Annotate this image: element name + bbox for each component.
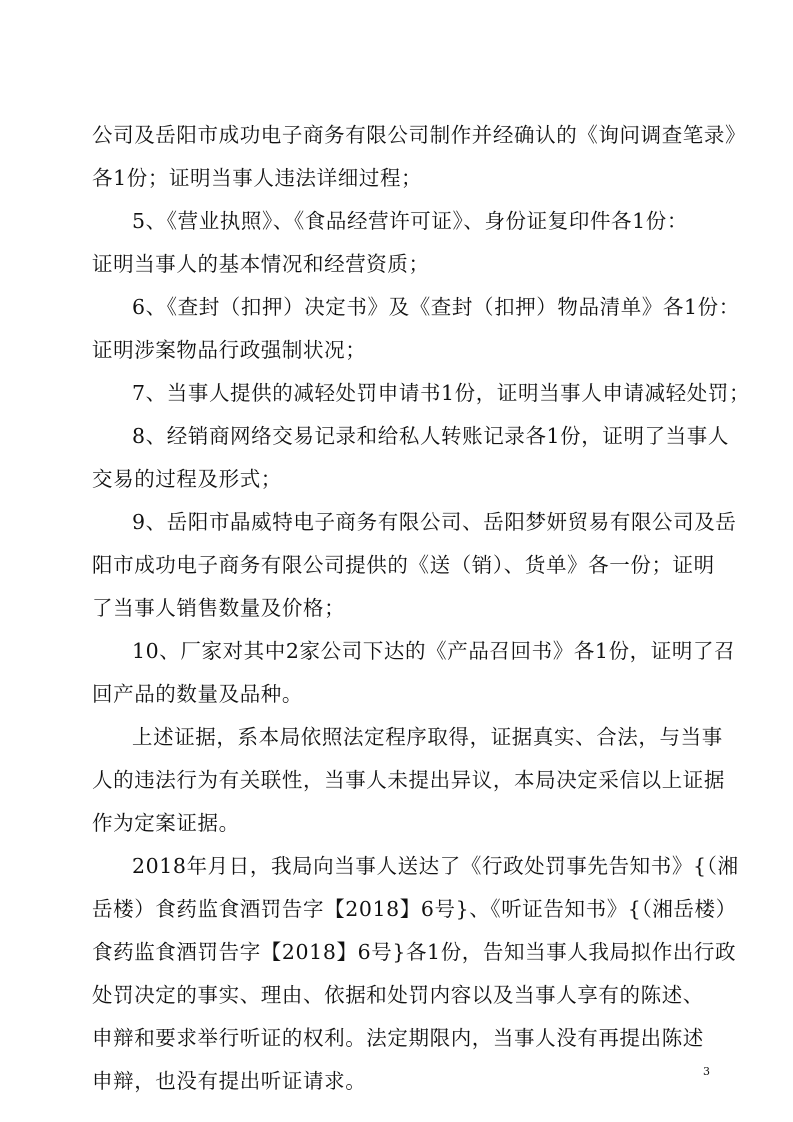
text-line: 申辩，也没有提出听证请求。 [92, 1069, 367, 1093]
text-line: 了当事人销售数量及价格； [92, 596, 346, 620]
text-line: 公司及岳阳市成功电子商务有限公司制作并经确认的《询问调查笔录》 [92, 123, 747, 147]
text-line: 5、《营业执照》、《食品经营许可证》、身份证复印件各1份： [132, 209, 688, 233]
text-line: 回产品的数量及品种。 [92, 682, 303, 706]
text-line: 6、《查封（扣押）决定书》及《查封（扣押）物品清单》各1份： [132, 295, 740, 319]
text-line: 各1份；证明当事人违法详细过程； [92, 166, 423, 190]
text-line: 证明当事人的基本情况和经营资质； [92, 252, 430, 276]
text-line: 处罚决定的事实、理由、依据和处罚内容以及当事人享有的陈述、 [92, 983, 704, 1007]
text-line: 9、岳阳市晶威特电子商务有限公司、岳阳梦妍贸易有限公司及岳 [132, 510, 737, 534]
text-line: 作为定案证据。 [92, 811, 240, 835]
text-line: 食药监食酒罚告字【2018】6号}各1份，告知当事人我局拟作出行政 [92, 940, 737, 964]
text-line: 10、厂家对其中2家公司下达的《产品召回书》各1份，证明了召 [132, 639, 736, 663]
text-line: 阳市成功电子商务有限公司提供的《送（销）、货单》各一份；证明 [92, 553, 715, 577]
text-line: 人的违法行为有关联性，当事人未提出异议，本局决定采信以上证据 [92, 768, 725, 792]
text-line: 证明涉案物品行政强制状况； [92, 338, 367, 362]
text-line: 2018年月日，我局向当事人送达了《行政处罚事先告知书》{（湘 [132, 854, 739, 878]
text-line: 岳楼）食药监食酒罚告字【2018】6号}、《听证告知书》{（湘岳楼） [92, 897, 737, 921]
text-line: 申辩和要求举行听证的权利。法定期限内，当事人没有再提出陈述 [92, 1026, 704, 1050]
text-line: 上述证据，系本局依照法定程序取得，证据真实、合法，与当事 [132, 725, 723, 749]
text-line: 8、经销商网络交易记录和给私人转账记录各1份，证明了当事人 [132, 424, 729, 448]
text-line: 7、当事人提供的减轻处罚申请书1份，证明当事人申请减轻处罚； [132, 381, 751, 405]
text-line: 交易的过程及形式； [92, 467, 282, 491]
page-number: 3 [703, 1065, 710, 1078]
